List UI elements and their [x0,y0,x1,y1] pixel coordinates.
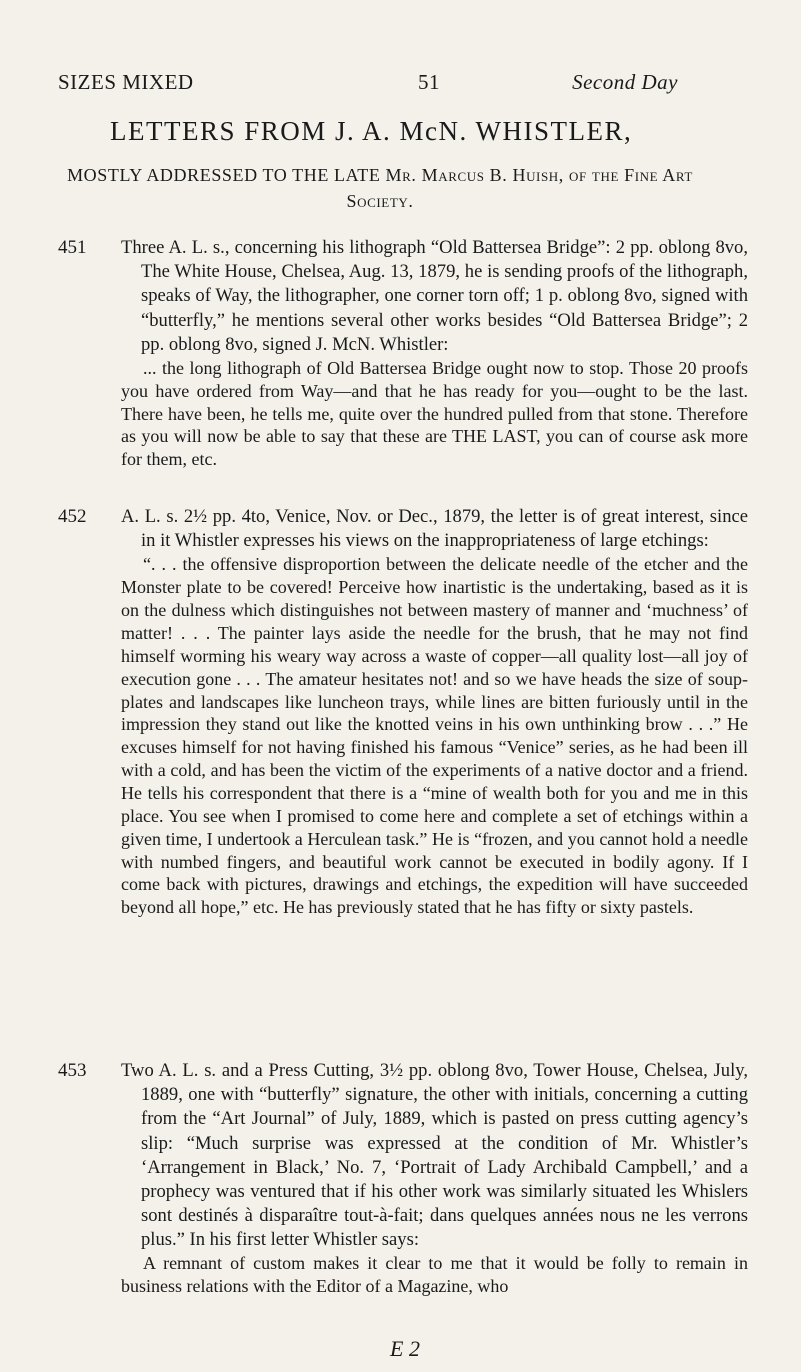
lot-451 [58,236,748,471]
lot-number: 453 [58,1060,87,1081]
page-number: 51 [418,70,440,94]
lot-description: Two A. L. s. and a Press Cutting, 3½ pp. oblong 8vo, Tower House, Chelsea, July, 1889, one with “butterfly” signature, the other with initials, concerning a cutting from the “Art Journal” of July, 1889, which is pasted on press cutting agency’s slip: “Much surprise was expressed at the condition of Mr. Whistler’s ‘Arrangement in Black,’ No. 7, ‘Portrait of Lady Archibald Campbell,’ and a prophecy was ventured that if his other work was similarly situated les Whislers sont destinés à disparaître tout-à-fait; dans quelques années nous ne les verrons plus.” In his first letter Whistler says: [121,1060,748,1251]
lot-number: 452 [58,506,87,527]
lot-quote: “. . . the offensive disproportion between the delicate needle of the etcher and the Monster plate to be covered! Perceive how inartistic is the undertaking, based as it is on the dulness which distinguishes not between mastery of manner and ‘muchness’ of matter! . . . The painter lays aside the needle for the brush, that he may not find himself worming his weary way across a waste of copper—all quality lost—all joy of execution gone . . . The amateur hesitates not! and so we have heads the size of soup-plates and landscapes like luncheon trays, while lines are bitten furiously until in the impression they stand out like the knotted veins in his own unthinking brow . . .” He excuses himself for not having finished his famous “Venice” series, as he had been ill with a cold, and has been the victim of the experiments of a native doctor and a friend. He tells his correspondent that there is a “mine of wealth both for you and me in this place. You see when I promised to come here and complete a set of etchings within a given time, I undertook a Herculean task.” He is “frozen, and you cannot hold a needle with numbed fingers, and beautiful work cannot be executed in bodily agony. If I come back with pictures, drawings and etchings, the expedition will have succeeded beyond all hope,” etc. He has previously stated that he has fifty or sixty pastels. [121,554,748,918]
running-head-left: SIZES MIXED [58,70,194,94]
lot-452 [58,505,748,919]
lot-description: Three A. L. s., concerning his lithograph “Old Battersea Bridge”: 2 pp. oblong 8vo, The White House, Chelsea, Aug. 13, 1879, he is sending proofs of the lithograph, speaks of Way, the lithographer, one corner torn off; 1 p. oblong 8vo, signed with “butterfly,” he mentions several other works besides “Old Battersea Bridge”; 2 pp. oblong 8vo, signed J. McN. Whistler: [121,237,748,355]
lot-453 [58,1059,748,1298]
running-head [58,70,678,98]
lot-quote: A remnant of custom makes it clear to me that it would be folly to remain in business relations with the Editor of a Magazine, who [121,1253,748,1297]
signature-mark: E 2 [390,1336,420,1361]
page-subtitle: MOSTLY ADDRESSED TO THE LATE Mr. Marcus B. Huish, of the Fine Art Society. [67,165,693,212]
page-title: LETTERS FROM J. A. McN. WHISTLER, [110,116,633,146]
lot-quote: ... the long lithograph of Old Battersea Bridge ought now to stop. Those 20 proofs you have ordered from Way—and that he has ready for you—ought to be the last. There have been, he tells me, quite over the hundred pulled from that stone. Therefore as you will now be able to say that these are THE LAST, you can of course ask more for them, etc. [121,357,748,470]
running-head-right: Second Day [572,70,678,94]
lot-number: 451 [58,237,87,258]
lot-description: A. L. s. 2½ pp. 4to, Venice, Nov. or Dec., 1879, the letter is of great interest, since in it Whistler expresses his views on the inappropriateness of large etchings: [121,506,748,552]
